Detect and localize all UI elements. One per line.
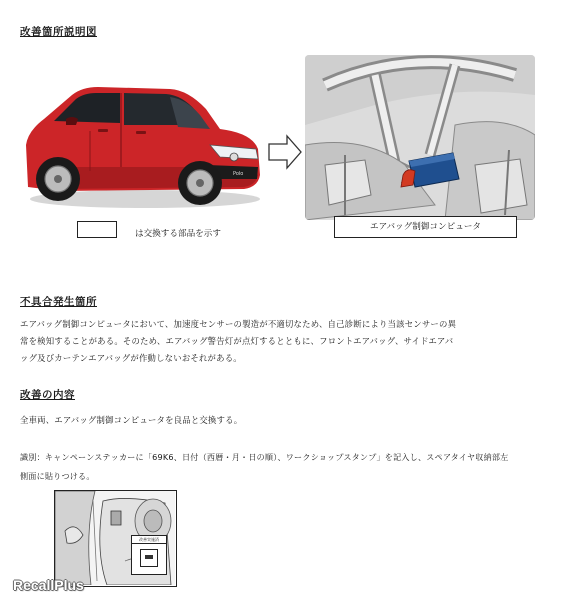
sticker-heading: 改善実施済 xyxy=(132,536,166,544)
defect-line: 常を検知することがある。そのため、エアバッグ警告灯が点灯するとともに、フロントエアバッグ、サイドエアバ xyxy=(20,336,454,346)
page-title: 改善箇所説明図 xyxy=(20,26,97,38)
sticker-stamp-box xyxy=(140,549,158,567)
watermark-logo: RecallPlus xyxy=(13,577,84,593)
airbag-ecu-label: エアバッグ制御コンピュータ xyxy=(334,216,517,238)
car-image xyxy=(20,75,265,215)
fix-text xyxy=(20,412,242,429)
identification-line: 識別：キャンペーンステッカーに「69K6、日付（西暦・月・日の順）、ワークショップスタンプ」を記入し、スペアタイヤ収納部左 xyxy=(20,452,509,462)
legend-swatch xyxy=(77,221,117,238)
identification-line: 側面に貼りつける。 xyxy=(20,471,95,481)
fix-line: 全車両、エアバッグ制御コンピュータを良品と交換する。 xyxy=(20,415,243,425)
arrow-right-icon xyxy=(267,134,303,170)
identification-text xyxy=(20,448,508,486)
airbag-ecu-location-image xyxy=(305,55,535,220)
campaign-sticker xyxy=(131,535,167,575)
sticker-location-diagram xyxy=(54,490,177,587)
car-badge: Polo xyxy=(233,171,244,177)
defect-heading: 不具合発生箇所 xyxy=(20,296,97,308)
legend-text: は交換する部品を示す xyxy=(135,229,221,239)
defect-line: ッグ及びカーテンエアバッグが作動しないおそれがある。 xyxy=(20,353,242,363)
fix-heading: 改善の内容 xyxy=(20,389,75,401)
defect-line: エアバッグ制御コンピュータにおいて、加速度センサーの製造が不適切なため、自己診断により当該センサーの異 xyxy=(20,319,457,329)
defect-text xyxy=(20,316,456,367)
